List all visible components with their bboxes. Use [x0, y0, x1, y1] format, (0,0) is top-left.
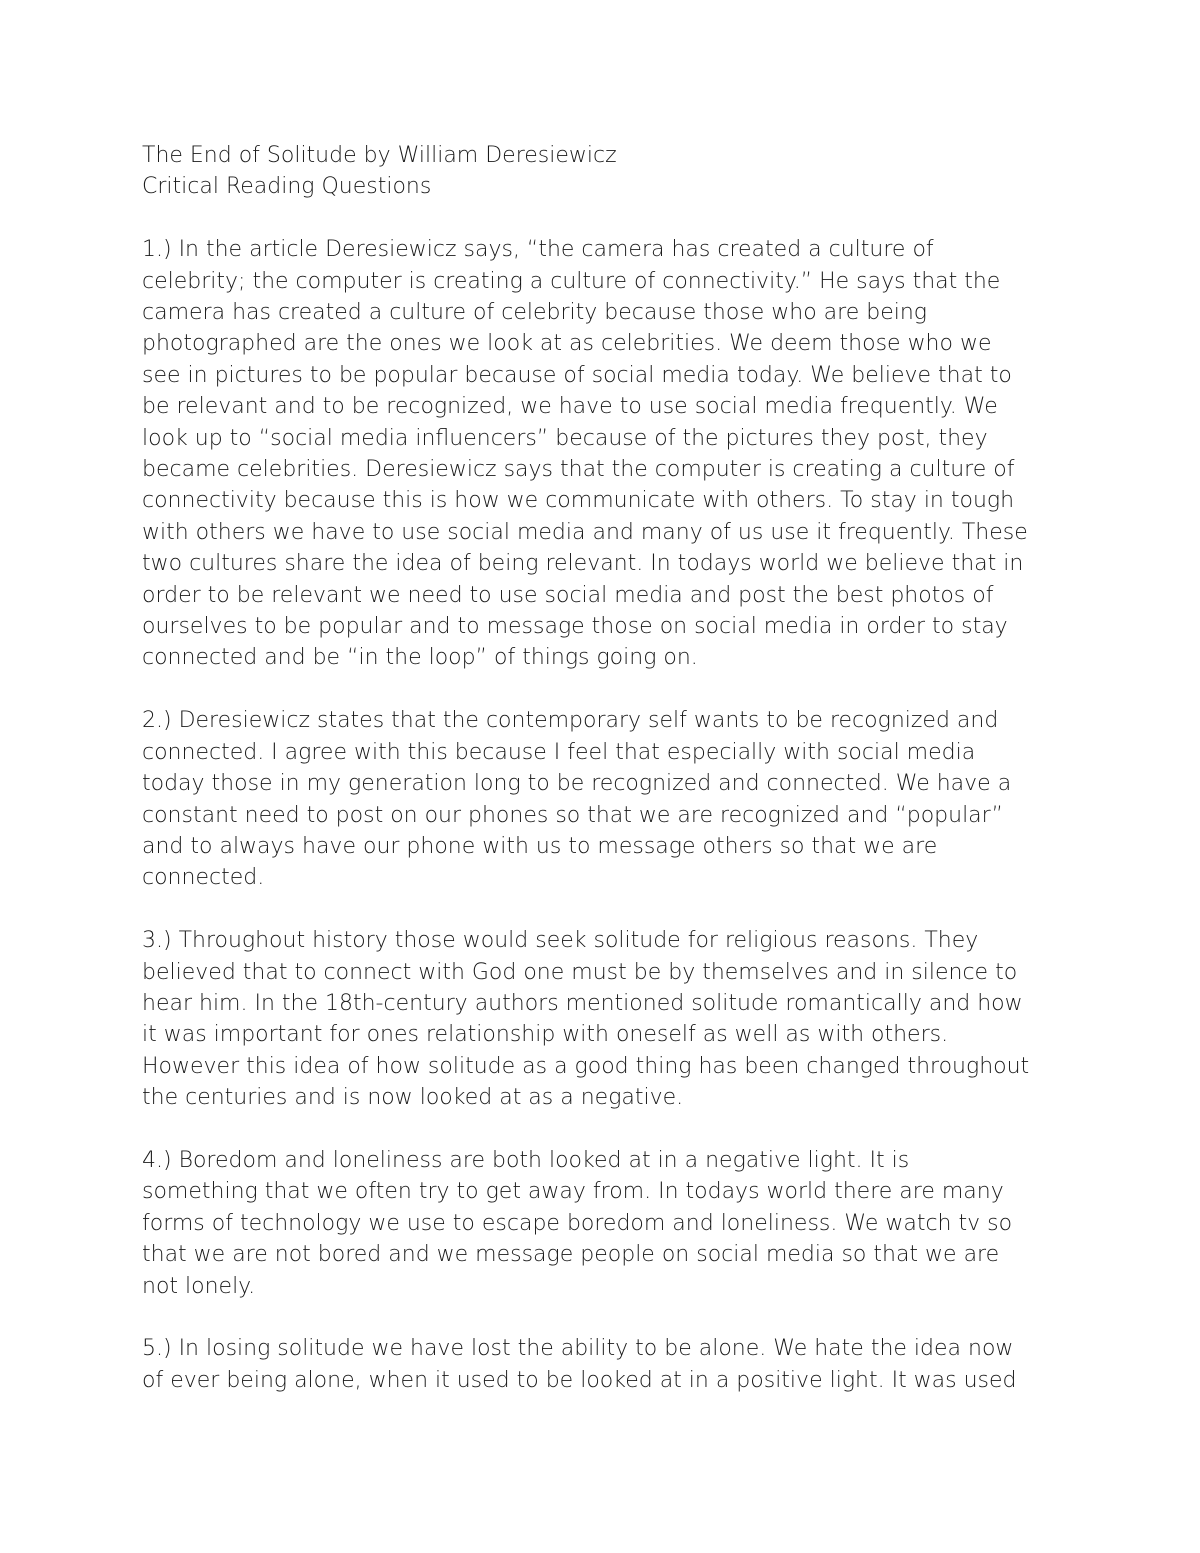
- answer-line: and to always have our phone with us to message others so that we are: [142, 833, 938, 859]
- answer-line: believed that to connect with God one must be by themselves and in silence to: [142, 959, 1018, 985]
- document-body: [142, 140, 1072, 1396]
- document-subtitle: Critical Reading Questions: [142, 174, 432, 200]
- answer-line: connectivity because this is how we communicate with others. To stay in tough: [142, 488, 1015, 514]
- answers-section: [142, 234, 1072, 1396]
- answer-line: hear him. In the 18th-century authors mentioned solitude romantically and how: [142, 990, 1023, 1016]
- answer-line: connected and be “in the loop” of things going on.: [142, 645, 698, 671]
- answer-line: something that we often try to get away from. In todays world there are many: [142, 1179, 1004, 1205]
- answer-line: However this idea of how solitude as a good thing has been changed throughout: [142, 1053, 1030, 1079]
- answer-line: order to be relevant we need to use social media and post the best photos of: [142, 582, 994, 608]
- answer-paragraph-3: [142, 925, 1072, 1113]
- answer-line: 3.) Throughout history those would seek solitude for religious reasons. They: [142, 928, 979, 954]
- answer-line: forms of technology we use to escape boredom and loneliness. We watch tv so: [142, 1210, 1013, 1236]
- answer-line: with others we have to use social media and many of us use it frequently. These: [142, 519, 1028, 545]
- answer-line: ourselves to be popular and to message those on social media in order to stay: [142, 614, 1008, 640]
- answer-line: see in pictures to be popular because of social media today. We believe that to: [142, 362, 1012, 388]
- answer-line: two cultures share the idea of being relevant. In todays world we believe that in: [142, 551, 1024, 577]
- answer-line: 2.) Deresiewicz states that the contemporary self wants to be recognized and: [142, 708, 999, 734]
- answer-line: of ever being alone, when it used to be looked at in a positive light. It was used: [142, 1367, 1017, 1393]
- answer-paragraph-2: [142, 705, 1072, 893]
- answer-line: 4.) Boredom and loneliness are both looked at in a negative light. It is: [142, 1147, 910, 1173]
- answer-line: celebrity; the computer is creating a culture of connectivity.” He says that the: [142, 268, 1001, 294]
- answer-paragraph-5: [142, 1333, 1072, 1396]
- answer-line: constant need to post on our phones so that we are recognized and “popular”: [142, 802, 1004, 828]
- answer-line: look up to “social media influencers” because of the pictures they post, they: [142, 425, 988, 451]
- answer-line: connected.: [142, 865, 265, 891]
- answer-line: camera has created a culture of celebrity because those who are being: [142, 300, 928, 326]
- answer-line: the centuries and is now looked at as a negative.: [142, 1085, 684, 1111]
- answer-line: 1.) In the article Deresiewicz says, “the camera has created a culture of: [142, 237, 934, 263]
- answer-line: it was important for ones relationship with oneself as well as with others.: [142, 1022, 949, 1048]
- answer-line: photographed are the ones we look at as celebrities. We deem those who we: [142, 331, 992, 357]
- answer-line: that we are not bored and we message people on social media so that we are: [142, 1242, 1000, 1268]
- answer-line: be relevant and to be recognized, we have to use social media frequently. We: [142, 394, 998, 420]
- answer-paragraph-4: [142, 1145, 1072, 1302]
- answer-line: today those in my generation long to be recognized and connected. We have a: [142, 771, 1012, 797]
- answer-line: 5.) In losing solitude we have lost the ability to be alone. We hate the idea now: [142, 1336, 1014, 1362]
- document-header: [142, 140, 1072, 203]
- answer-line: connected. I agree with this because I feel that especially with social media: [142, 739, 976, 765]
- answer-line: not lonely.: [142, 1273, 256, 1299]
- answer-paragraph-1: [142, 234, 1072, 674]
- document-title: The End of Solitude by William Deresiewicz: [142, 143, 617, 168]
- answer-line: became celebrities. Deresiewicz says that the computer is creating a culture of: [142, 457, 1015, 483]
